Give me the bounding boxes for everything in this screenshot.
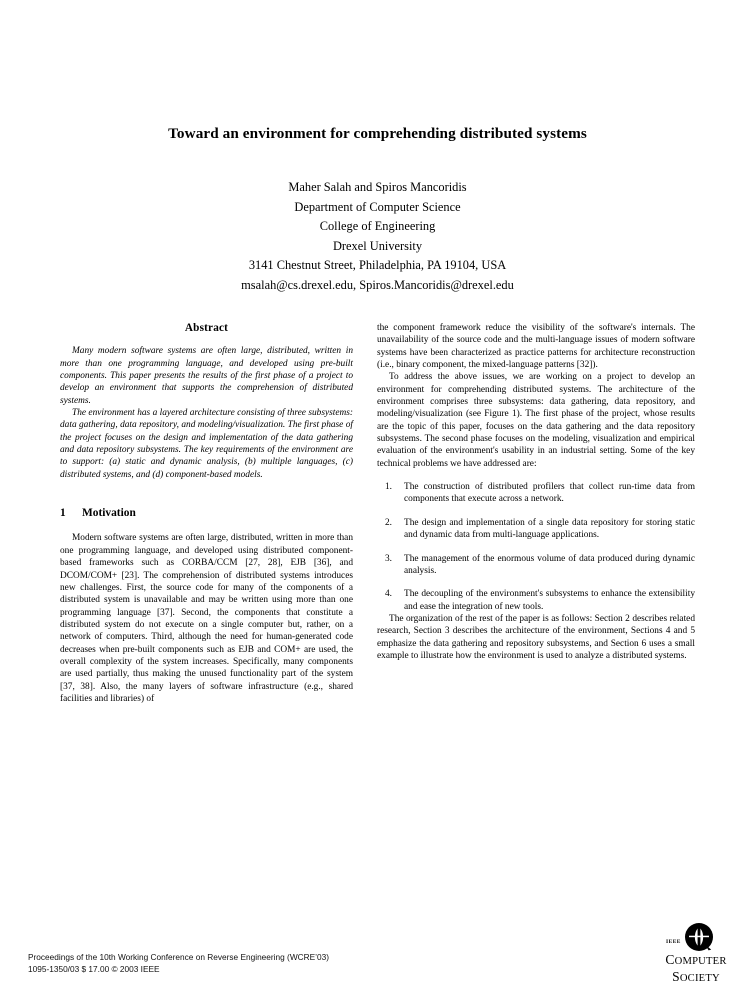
body-paragraph: To address the above issues, we are working on a project to develop an environment for comprehending distributed systems. The architecture of the environment comprises three subsystems: data gathering, data repository, and modeling/visualization (see Figure 1). The first phase of the project, whose results are the topic of this paper, focuses on the data gathering and the data repository subsystems. The second phase focuses on the modeling, visualization and empirical evaluation of the environment's usability in an industrial setting. Some of the key technical problems we have addressed are: — [377, 372, 695, 469]
body-paragraph: Modern software systems are often large, distributed, written in more than one programming language, and developed using distributed component-based frameworks such as CORBA/CCM [27, 28], EJB [36], and DCOM/COM+ [23]. The comprehension of distributed systems introduces new challenges. First, the source code for many of the components of a distributed system is unavailable and may be written using more than one programming language [37]. Second, the components that constitute a distributed system do not execute on a single computer but, rather, on a network of computers. Third, although the need for human-generated code decreases when pre-built components such as EJB and COM+ are used, the overall complexity of the system increases. Specifically, many components are used partially, thus making the unused functionality part of the system [37, 38]. Also, the many layers of software infrastructure (e.g., shared facilities and libraries) of — [60, 533, 353, 704]
body-paragraph-organization: The organization of the rest of the paper is as follows: Section 2 describes related research, Section 3 describes the architecture of the environment, Sections 4 and 5 emphasize the data gathering and repository subsystems, and Section 6 uses a small example to illustrate how the environment is used to analyze a distributed systems. — [377, 613, 695, 661]
author-line: 3141 Chestnut Street, Philadelphia, PA 19104, USA — [248, 258, 507, 273]
footer-proceedings-line: Proceedings of the 10th Working Conference on Reverse Engineering (WCRE’03) — [28, 952, 329, 962]
logo-emblem-row — [648, 922, 744, 952]
section-number: 1 — [60, 507, 66, 520]
page-title: Toward an environment for comprehending distributed systems — [168, 125, 587, 142]
column-right — [377, 322, 695, 662]
section-heading-motivation — [60, 507, 353, 519]
numbered-list — [377, 481, 695, 613]
body-paragraph-continued: the component framework reduce the visibility of the software's internals. The unavailability of the source code and the multi-language issues of modern software systems have been characterized as practice patterns for architecture reconstruction (i.e., binary component, the mixed-language patterns [32]). — [377, 323, 695, 371]
footer-copyright — [28, 952, 329, 975]
column-left — [60, 322, 353, 705]
author-line: College of Engineering — [319, 219, 436, 234]
section-title: Motivation — [82, 507, 136, 520]
logo-word-computer — [648, 953, 744, 970]
title-block — [60, 124, 695, 143]
author-line: Department of Computer Science — [294, 199, 461, 214]
abstract-heading: Abstract — [184, 322, 229, 334]
list-item: The construction of distributed profilers that collect run-time data from components that execute across a network. — [404, 482, 695, 505]
list-item: The design and implementation of a single data repository for storing static and dynamic data from multi-language applications. — [404, 517, 695, 541]
abstract-paragraph: Many modern software systems are often large, distributed, written in more than one programming language, and developed using pre-built components. This paper presents the results of the first phase of a project to develop an environment that supports the comprehension of distributed systems. — [60, 346, 353, 406]
logo-word-computer-initial: C — [665, 952, 675, 967]
ieee-computer-society-logo — [648, 922, 744, 984]
abstract-paragraph: The environment has a layered architecture consisting of three subsystems: data gathering, data repository, and modeling/visualization. The first phase of the project focuses on the design and implementation of the data gathering and data repository subsystems. The key requirements of the environment are to support: (a) static and dynamic analysis, (b) multiple languages, (c) distributed systems, and (d) component-based models. — [60, 408, 353, 480]
logo-wordmark — [648, 953, 744, 986]
footer-isbn-line: 1095-1350/03 $ 17.00 © 2003 IEEE — [28, 963, 160, 974]
ieee-wordmark-text: IEEE — [666, 939, 681, 945]
author-line: Maher Salah and Spiros Mancoridis — [288, 180, 467, 194]
list-item: The management of the enormous volume of data produced during dynamic analysis. — [404, 553, 695, 576]
logo-word-society-initial: S — [672, 968, 680, 984]
author-email-line: msalah@cs.drexel.edu, Spiros.Mancoridis@drexel.edu — [241, 277, 514, 292]
author-affiliation-block — [60, 178, 695, 296]
logo-word-computer-rest: OMPUTER — [674, 956, 727, 967]
logo-word-society-rest: OCIETY — [679, 972, 720, 984]
author-line: Drexel University — [332, 238, 423, 253]
list-item: The decoupling of the environment's subsystems to enhance the extensibility and ease the integration of new tools. — [404, 589, 695, 612]
ieee-diamond-emblem-icon — [684, 922, 714, 952]
logo-word-society — [648, 970, 744, 987]
